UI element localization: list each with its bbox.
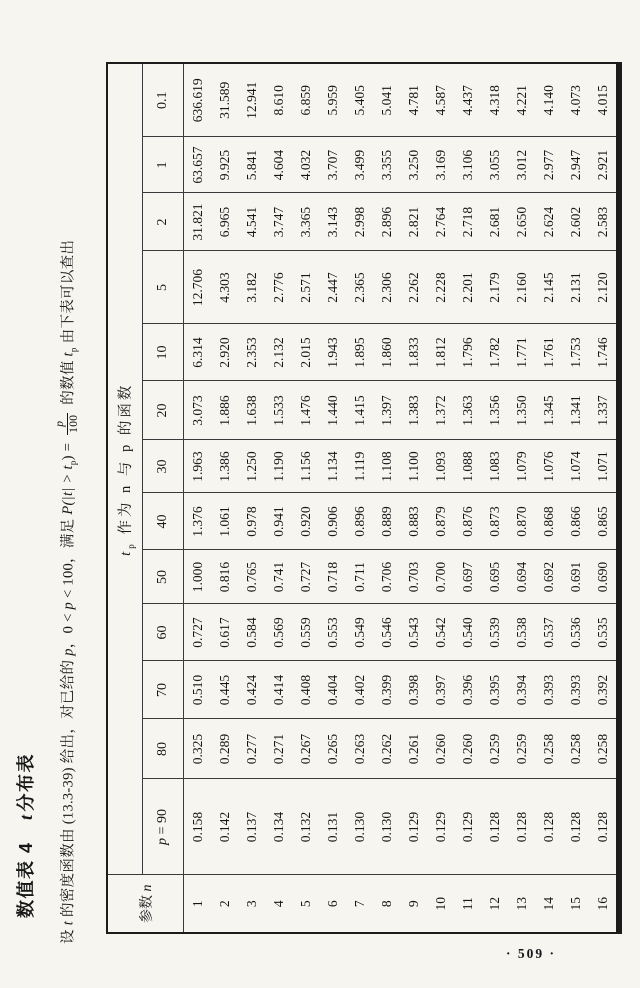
value-cell: 0.261 (400, 719, 427, 779)
value-cell: 0.695 (481, 550, 508, 604)
value-cell: 0.394 (508, 661, 535, 719)
table-row (562, 63, 589, 933)
value-cell: 2.145 (535, 251, 562, 324)
value-cell: 0.569 (265, 604, 292, 661)
value-cell: 0.549 (346, 604, 373, 661)
value-cell: 0.535 (589, 604, 619, 661)
value-cell: 0.697 (454, 550, 481, 604)
value-cell: 0.398 (400, 661, 427, 719)
row-label-n7: 7 (346, 875, 373, 933)
value-cell: 1.372 (427, 381, 454, 440)
value-cell: 0.690 (589, 550, 619, 604)
value-cell: 4.073 (562, 63, 589, 137)
value-cell: 8.610 (265, 63, 292, 137)
value-cell: 0.876 (454, 493, 481, 550)
value-cell: 1.753 (562, 324, 589, 381)
value-cell: 0.727 (292, 550, 319, 604)
value-cell: 1.341 (562, 381, 589, 440)
col-header-60: 60 (143, 604, 184, 661)
value-cell: 0.703 (400, 550, 427, 604)
value-cell: 1.079 (508, 440, 535, 493)
col-header-90: p = 90 (143, 779, 184, 875)
value-cell: 636.619 (184, 63, 212, 137)
value-cell: 1.761 (535, 324, 562, 381)
value-cell: 0.540 (454, 604, 481, 661)
value-cell: 0.741 (265, 550, 292, 604)
value-cell: 0.765 (238, 550, 265, 604)
value-cell: 4.318 (481, 63, 508, 137)
value-cell: 2.365 (346, 251, 373, 324)
value-cell: 0.539 (481, 604, 508, 661)
value-cell: 0.158 (184, 779, 212, 875)
table-row (535, 63, 562, 933)
title-text-post: 分布表 (16, 752, 36, 812)
col-header-40: 40 (143, 493, 184, 550)
value-cell: 1.156 (292, 440, 319, 493)
value-cell: 0.259 (481, 719, 508, 779)
title-variable-t: t (16, 813, 36, 820)
value-cell: 4.437 (454, 63, 481, 137)
value-cell: 0.941 (265, 493, 292, 550)
row-label-n4: 4 (265, 875, 292, 933)
value-cell: 0.259 (508, 719, 535, 779)
value-cell: 2.896 (373, 193, 400, 251)
value-cell: 0.873 (481, 493, 508, 550)
value-cell: 4.604 (265, 137, 292, 193)
value-cell: 2.447 (319, 251, 346, 324)
value-cell: 3.182 (238, 251, 265, 324)
value-cell: 1.074 (562, 440, 589, 493)
value-cell: 0.265 (319, 719, 346, 779)
value-cell: 0.134 (265, 779, 292, 875)
value-cell: 3.747 (265, 193, 292, 251)
table-row (373, 63, 400, 933)
value-cell: 3.055 (481, 137, 508, 193)
table-row (427, 63, 454, 933)
value-cell: 0.424 (238, 661, 265, 719)
value-cell: 0.584 (238, 604, 265, 661)
value-cell: 1.386 (211, 440, 238, 493)
value-cell: 0.393 (562, 661, 589, 719)
value-cell: 2.764 (427, 193, 454, 251)
table-description: 设 t 的密度函数由 (13.3-39) 给出，对已给的 p，0 < p < 100，满足 $P(|t| > t_p)$ = p 100 的数值 $t_p$ 由下表可以查出 (54, 239, 80, 944)
value-cell: 0.128 (589, 779, 619, 875)
value-cell: 1.771 (508, 324, 535, 381)
row-label-n1: 1 (184, 875, 212, 933)
value-cell: 0.325 (184, 719, 212, 779)
page-title (12, 753, 38, 918)
value-cell: 5.405 (346, 63, 373, 137)
value-cell: 12.706 (184, 251, 212, 324)
value-cell: 0.692 (535, 550, 562, 604)
value-cell: 5.841 (238, 137, 265, 193)
value-cell: 0.889 (373, 493, 400, 550)
value-cell: 2.160 (508, 251, 535, 324)
value-cell: 4.032 (292, 137, 319, 193)
value-cell: 0.536 (562, 604, 589, 661)
value-cell: 3.169 (427, 137, 454, 193)
value-cell: 1.963 (184, 440, 212, 493)
value-cell: 0.142 (211, 779, 238, 875)
value-cell: 0.445 (211, 661, 238, 719)
value-cell: 2.681 (481, 193, 508, 251)
value-cell: 0.542 (427, 604, 454, 661)
value-cell: 3.250 (400, 137, 427, 193)
value-cell: 1.796 (454, 324, 481, 381)
value-cell: 1.833 (400, 324, 427, 381)
value-cell: 0.510 (184, 661, 212, 719)
value-cell: 2.821 (400, 193, 427, 251)
row-label-n6: 6 (319, 875, 346, 933)
table-row (508, 63, 535, 933)
col-header-50: 50 (143, 550, 184, 604)
value-cell: 2.262 (400, 251, 427, 324)
value-cell: 1.397 (373, 381, 400, 440)
value-cell: 0.392 (589, 661, 619, 719)
value-cell: 1.093 (427, 440, 454, 493)
value-cell: 1.061 (211, 493, 238, 550)
value-cell: 2.624 (535, 193, 562, 251)
value-cell: 0.402 (346, 661, 373, 719)
value-cell: 0.414 (265, 661, 292, 719)
value-cell: 0.128 (508, 779, 535, 875)
value-cell: 1.083 (481, 440, 508, 493)
value-cell: 1.076 (535, 440, 562, 493)
table-row (319, 63, 346, 933)
value-cell: 0.131 (319, 779, 346, 875)
value-cell: 5.959 (319, 63, 346, 137)
value-cell: 2.602 (562, 193, 589, 251)
value-cell: 0.129 (454, 779, 481, 875)
value-cell: 0.718 (319, 550, 346, 604)
value-cell: 12.941 (238, 63, 265, 137)
value-cell: 2.776 (265, 251, 292, 324)
title-text-pre: 数值表 4 (16, 841, 36, 918)
value-cell: 1.376 (184, 493, 212, 550)
value-cell: 0.906 (319, 493, 346, 550)
value-cell: 1.100 (400, 440, 427, 493)
value-cell: 4.303 (211, 251, 238, 324)
value-cell: 0.395 (481, 661, 508, 719)
value-cell: 1.746 (589, 324, 619, 381)
row-label-n13: 13 (508, 875, 535, 933)
col-header-70: 70 (143, 661, 184, 719)
value-cell: 0.404 (319, 661, 346, 719)
value-cell: 0.271 (265, 719, 292, 779)
value-cell: 0.129 (427, 779, 454, 875)
value-cell: 0.130 (346, 779, 373, 875)
row-label-n14: 14 (535, 875, 562, 933)
col-header-30: 30 (143, 440, 184, 493)
value-cell: 0.397 (427, 661, 454, 719)
value-cell: 1.782 (481, 324, 508, 381)
row-label-n12: 12 (481, 875, 508, 933)
value-cell: 31.821 (184, 193, 212, 251)
value-cell: 0.258 (562, 719, 589, 779)
value-cell: 0.129 (400, 779, 427, 875)
value-cell: 2.583 (589, 193, 619, 251)
col-header-1: 1 (143, 137, 184, 193)
row-label-n16: 16 (589, 875, 619, 933)
col-header-80: 80 (143, 719, 184, 779)
value-cell: 1.895 (346, 324, 373, 381)
value-cell: 1.638 (238, 381, 265, 440)
t-distribution-table (106, 62, 622, 934)
value-cell: 3.012 (508, 137, 535, 193)
value-cell: 5.041 (373, 63, 400, 137)
value-cell: 0.267 (292, 719, 319, 779)
value-cell: 0.865 (589, 493, 619, 550)
value-cell: 0.559 (292, 604, 319, 661)
value-cell: 2.650 (508, 193, 535, 251)
value-cell: 0.399 (373, 661, 400, 719)
value-cell: 1.356 (481, 381, 508, 440)
value-cell: 4.221 (508, 63, 535, 137)
value-cell: 0.128 (562, 779, 589, 875)
value-cell: 0.289 (211, 719, 238, 779)
value-cell: 0.258 (589, 719, 619, 779)
value-cell: 0.258 (535, 719, 562, 779)
value-cell: 1.860 (373, 324, 400, 381)
value-cell: 31.589 (211, 63, 238, 137)
value-cell: 1.119 (346, 440, 373, 493)
value-cell: 0.260 (454, 719, 481, 779)
row-label-n8: 8 (373, 875, 400, 933)
value-cell: 2.977 (535, 137, 562, 193)
value-cell: 1.134 (319, 440, 346, 493)
value-cell: 6.965 (211, 193, 238, 251)
value-cell: 1.440 (319, 381, 346, 440)
value-cell: 63.657 (184, 137, 212, 193)
value-cell: 1.071 (589, 440, 619, 493)
value-cell: 1.533 (265, 381, 292, 440)
value-cell: 1.337 (589, 381, 619, 440)
value-cell: 0.543 (400, 604, 427, 661)
value-cell: 2.921 (589, 137, 619, 193)
col-header-2: 2 (143, 193, 184, 251)
row-label-n2: 2 (211, 875, 238, 933)
row-label-n15: 15 (562, 875, 589, 933)
value-cell: 2.120 (589, 251, 619, 324)
value-cell: 1.250 (238, 440, 265, 493)
value-cell: 1.350 (508, 381, 535, 440)
row-header-label: 参数 n (107, 875, 184, 933)
value-cell: 4.781 (400, 63, 427, 137)
value-cell: 1.088 (454, 440, 481, 493)
value-cell: 1.108 (373, 440, 400, 493)
col-header-0.1: 0.1 (143, 63, 184, 137)
row-label-n5: 5 (292, 875, 319, 933)
row-label-n9: 9 (400, 875, 427, 933)
value-cell: 0.262 (373, 719, 400, 779)
value-cell: 4.587 (427, 63, 454, 137)
value-cell: 2.718 (454, 193, 481, 251)
value-cell: 2.132 (265, 324, 292, 381)
value-cell: 4.015 (589, 63, 619, 137)
value-cell: 0.700 (427, 550, 454, 604)
value-cell: 0.691 (562, 550, 589, 604)
value-cell: 1.415 (346, 381, 373, 440)
col-header-20: 20 (143, 381, 184, 440)
value-cell: 0.132 (292, 779, 319, 875)
value-cell: 2.015 (292, 324, 319, 381)
table-row (400, 63, 427, 933)
table-row (238, 63, 265, 933)
value-cell: 3.073 (184, 381, 212, 440)
value-cell: 2.228 (427, 251, 454, 324)
value-cell: 2.571 (292, 251, 319, 324)
value-cell: 1.812 (427, 324, 454, 381)
value-cell: 0.408 (292, 661, 319, 719)
value-cell: 2.306 (373, 251, 400, 324)
value-cell: 0.816 (211, 550, 238, 604)
value-cell: 2.998 (346, 193, 373, 251)
value-cell: 0.137 (238, 779, 265, 875)
value-cell: 0.553 (319, 604, 346, 661)
value-cell: 2.920 (211, 324, 238, 381)
table-row (589, 63, 619, 933)
value-cell: 0.879 (427, 493, 454, 550)
row-label-n11: 11 (454, 875, 481, 933)
value-cell: 2.201 (454, 251, 481, 324)
probability-expression: $P(|t| > t_p)$ = (60, 438, 79, 515)
value-cell: 3.106 (454, 137, 481, 193)
value-cell: 3.365 (292, 193, 319, 251)
value-cell: 0.866 (562, 493, 589, 550)
table-row (211, 63, 238, 933)
table-row (346, 63, 373, 933)
col-header-5: 5 (143, 251, 184, 324)
col-header-10: 10 (143, 324, 184, 381)
value-cell: 4.541 (238, 193, 265, 251)
value-cell: 0.727 (184, 604, 212, 661)
value-cell: 1.000 (184, 550, 212, 604)
value-cell: 3.355 (373, 137, 400, 193)
value-cell: 0.711 (346, 550, 373, 604)
value-cell: 1.190 (265, 440, 292, 493)
value-cell: 0.396 (454, 661, 481, 719)
value-cell: 0.868 (535, 493, 562, 550)
value-cell: 0.260 (427, 719, 454, 779)
value-cell: 1.345 (535, 381, 562, 440)
value-cell: 0.263 (346, 719, 373, 779)
value-cell: 0.537 (535, 604, 562, 661)
fraction-p-over-100: p 100 (54, 414, 80, 433)
value-cell: 6.314 (184, 324, 212, 381)
value-cell: 1.886 (211, 381, 238, 440)
value-cell: 2.179 (481, 251, 508, 324)
value-cell: 0.920 (292, 493, 319, 550)
value-cell: 0.393 (535, 661, 562, 719)
table-row (184, 63, 212, 933)
value-cell: 0.870 (508, 493, 535, 550)
table-row (292, 63, 319, 933)
table-row (481, 63, 508, 933)
value-cell: 0.896 (346, 493, 373, 550)
value-cell: 0.277 (238, 719, 265, 779)
table-row (454, 63, 481, 933)
value-cell: 0.978 (238, 493, 265, 550)
row-label-n3: 3 (238, 875, 265, 933)
value-cell: 3.143 (319, 193, 346, 251)
value-cell: 3.707 (319, 137, 346, 193)
page-number: · 509 · (506, 946, 557, 961)
value-cell: 4.140 (535, 63, 562, 137)
value-cell: 0.128 (481, 779, 508, 875)
value-cell: 9.925 (211, 137, 238, 193)
value-cell: 0.130 (373, 779, 400, 875)
value-cell: 0.694 (508, 550, 535, 604)
value-cell: 1.943 (319, 324, 346, 381)
value-cell: 0.538 (508, 604, 535, 661)
row-label-n10: 10 (427, 875, 454, 933)
value-cell: 2.353 (238, 324, 265, 381)
value-cell: 0.883 (400, 493, 427, 550)
value-cell: 6.859 (292, 63, 319, 137)
value-cell: 2.131 (562, 251, 589, 324)
value-cell: 0.128 (535, 779, 562, 875)
value-cell: 0.706 (373, 550, 400, 604)
value-cell: 0.546 (373, 604, 400, 661)
value-cell: 1.363 (454, 381, 481, 440)
value-cell: 1.476 (292, 381, 319, 440)
value-cell: 2.947 (562, 137, 589, 193)
value-cell: 3.499 (346, 137, 373, 193)
value-cell: 1.383 (400, 381, 427, 440)
table-row (265, 63, 292, 933)
span-header: $t_p$ 作为 n 与 p 的函数 (107, 63, 143, 875)
value-cell: 0.617 (211, 604, 238, 661)
